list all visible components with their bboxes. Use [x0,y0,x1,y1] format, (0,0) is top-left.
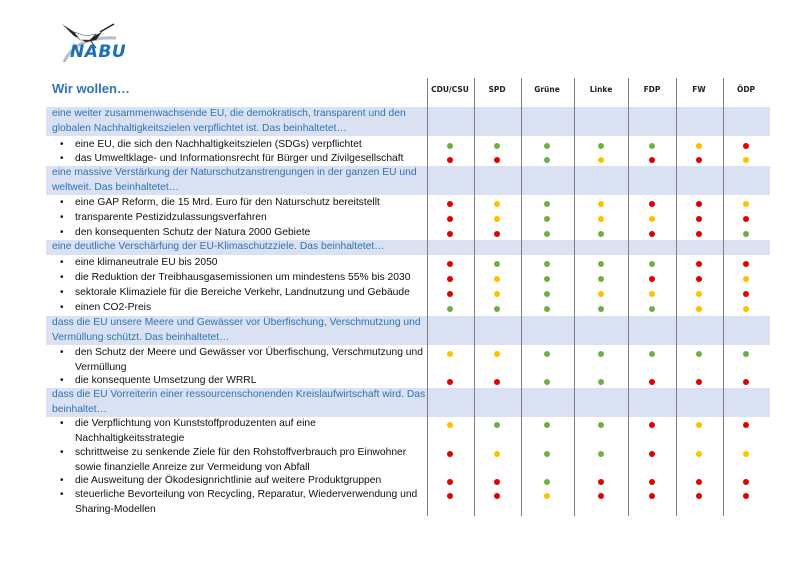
column-header: SPD [488,85,506,94]
bullet-icon: • [60,287,64,298]
rating-dot-green [544,216,550,222]
column-header: Linke [589,85,613,94]
rating-dot-yellow [494,351,500,357]
rating-dot-green [544,291,550,297]
rating-dot-red [743,143,749,149]
bullet-icon: • [60,302,64,313]
rating-dot-yellow [696,422,702,428]
rating-dot-yellow [743,306,749,312]
rating-dot-red [696,379,702,385]
rating-dot-yellow [696,451,702,457]
rating-dot-red [649,451,655,457]
rating-dot-red [649,201,655,207]
page-title: Wir wollen… [52,81,130,96]
rating-dot-green [544,422,550,428]
rating-dot-yellow [696,291,702,297]
rating-dot-red [649,157,655,163]
bullet-icon: • [60,347,64,358]
rating-dot-yellow [544,493,550,499]
rating-dot-red [494,493,500,499]
column-header: Grüne [534,85,560,94]
rating-dot-green [494,261,500,267]
column-divider [474,78,475,516]
rating-dot-red [743,479,749,485]
item-text: einen CO2-Preis [75,302,152,313]
rating-dot-red [447,479,453,485]
rating-dot-green [649,261,655,267]
rating-dot-yellow [649,216,655,222]
rating-dot-red [696,201,702,207]
rating-dot-yellow [447,351,453,357]
column-divider [676,78,677,516]
bullet-icon: • [60,212,64,223]
item-text: eine klimaneutrale EU bis 2050 [75,257,218,268]
rating-dot-yellow [696,143,702,149]
rating-dot-red [649,379,655,385]
rating-dot-red [743,422,749,428]
bullet-icon: • [60,272,64,283]
item-text: transparente Pestizidzulassungsverfahren [75,212,267,223]
rating-dot-red [696,261,702,267]
section-heading: eine deutliche Verschärfung der EU-Klimaschutzziele. Das beinhaltetet… [52,241,385,252]
rating-dot-red [447,261,453,267]
bullet-icon: • [60,139,64,150]
bullet-icon: • [60,197,64,208]
column-divider [427,78,428,516]
rating-dot-red [447,451,453,457]
rating-dot-yellow [598,216,604,222]
rating-dot-red [696,493,702,499]
rating-dot-green [649,306,655,312]
rating-dot-yellow [494,276,500,282]
rating-dot-red [494,157,500,163]
rating-dot-red [696,216,702,222]
bullet-icon: • [60,257,64,268]
bullet-icon: • [60,475,64,486]
rating-dot-green [447,143,453,149]
rating-dot-yellow [494,451,500,457]
rating-dot-red [696,157,702,163]
rating-dot-green [544,201,550,207]
item-text: die Verpflichtung von Kunststoffproduzenten auf eine Nachhaltigkeitsstrategie [75,418,316,444]
rating-dot-red [743,261,749,267]
rating-dot-red [649,422,655,428]
rating-dot-yellow [598,291,604,297]
rating-dot-yellow [743,451,749,457]
rating-dot-green [544,351,550,357]
column-divider [628,78,629,516]
rating-dot-green [598,451,604,457]
rating-dot-green [598,422,604,428]
rating-dot-yellow [743,157,749,163]
section-heading: eine massive Verstärkung der Naturschutzanstrengungen in der ganzen EU und weltweit. Das beinhaltetet… [52,167,417,193]
rating-dot-green [447,306,453,312]
bullet-icon: • [60,227,64,238]
logo-text: NABU [70,42,127,62]
bullet-icon: • [60,447,64,458]
rating-dot-red [447,157,453,163]
item-text: eine EU, die sich den Nachhaltigkeitszielen (SDGs) verpflichtet [75,139,362,150]
rating-dot-green [544,479,550,485]
section-heading: eine weiter zusammenwachsende EU, die demokratisch, transparent und den globalen Nachhaltigkeitszielen verpflichtet ist. Das beinhaltetet… [52,108,406,134]
item-text: schrittweise zu senkende Ziele für den Rohstoffverbrauch pro Einwohner sowie finanzielle Anreize zur Vermeidung von Abfall [75,447,407,473]
rating-dot-green [598,231,604,237]
section-heading: dass die EU Vorreiterin einer ressourcenschonenden Kreislaufwirtschaft wird. Das beinhaltet… [52,389,426,415]
column-header: FW [692,85,706,94]
rating-dot-green [544,306,550,312]
rating-dot-red [649,479,655,485]
rating-dot-red [447,291,453,297]
rating-dot-red [743,493,749,499]
rating-dot-red [447,379,453,385]
nabu-logo [56,18,126,66]
rating-dot-red [447,216,453,222]
rating-dot-red [447,493,453,499]
rating-dot-red [696,479,702,485]
rating-dot-yellow [598,157,604,163]
rating-dot-red [494,379,500,385]
rating-dot-red [696,231,702,237]
rating-dot-green [598,143,604,149]
bullet-icon: • [60,153,64,164]
item-text: sektorale Klimaziele für die Bereiche Verkehr, Landnutzung und Gebäude [75,287,410,298]
rating-dot-green [598,379,604,385]
rating-dot-red [743,379,749,385]
item-text: die Ausweitung der Ökodesignrichtlinie auf weitere Produktgruppen [75,475,382,486]
rating-dot-yellow [447,422,453,428]
rating-dot-yellow [494,201,500,207]
item-text: den konsequenten Schutz der Natura 2000 Gebiete [75,227,311,238]
rating-dot-red [598,479,604,485]
rating-dot-green [544,261,550,267]
rating-dot-red [447,201,453,207]
rating-dot-red [696,276,702,282]
rating-dot-red [447,276,453,282]
column-divider [521,78,522,516]
rating-dot-green [649,143,655,149]
rating-dot-red [494,479,500,485]
bullet-icon: • [60,375,64,386]
rating-dot-green [544,276,550,282]
rating-dot-green [696,351,702,357]
rating-dot-green [544,379,550,385]
rating-dot-green [743,231,749,237]
rating-dot-yellow [696,306,702,312]
rating-dot-yellow [649,291,655,297]
rating-dot-green [598,306,604,312]
rating-dot-red [494,231,500,237]
column-divider [574,78,575,516]
rating-dot-green [649,351,655,357]
rating-dot-red [447,231,453,237]
column-header: CDU/CSU [431,85,469,94]
rating-dot-red [743,216,749,222]
bullet-icon: • [60,489,64,500]
section-heading: dass die EU unsere Meere und Gewässer vor Überfischung, Verschmutzung und Vermüllung schützt. Das beinhaltetet… [52,317,421,343]
rating-dot-green [544,451,550,457]
rating-dot-green [494,143,500,149]
item-text: das Umweltklage- und Informationsrecht für Bürger und Zivilgesellschaft [75,153,404,164]
rating-dot-yellow [598,201,604,207]
column-header: ÖDP [736,85,756,94]
rating-dot-red [649,276,655,282]
item-text: die Reduktion der Treibhausgasemissionen um mindestens 55% bis 2030 [75,272,411,283]
rating-dot-red [649,231,655,237]
item-text: den Schutz der Meere und Gewässer vor Überfischung, Verschmutzung und Vermüllung [75,347,423,373]
rating-dot-green [494,422,500,428]
rating-dot-green [743,351,749,357]
rating-dot-yellow [494,291,500,297]
rating-dot-green [544,143,550,149]
item-text: steuerliche Bevorteilung von Recycling, Reparatur, Wiederverwendung und Sharing-Modellen [75,489,418,515]
item-text: eine GAP Reform, die 15 Mrd. Euro für den Naturschutz bereitstellt [75,197,380,208]
item-text: die konsequente Umsetzung der WRRL [75,375,257,386]
rating-dot-green [598,351,604,357]
rating-dot-green [494,306,500,312]
rating-dot-green [544,231,550,237]
rating-dot-red [598,493,604,499]
rating-dot-green [544,157,550,163]
rating-dot-yellow [743,201,749,207]
bullet-icon: • [60,418,64,429]
rating-dot-yellow [494,216,500,222]
column-divider [723,78,724,516]
rating-dot-yellow [743,276,749,282]
column-header: FDP [643,85,661,94]
rating-dot-red [743,291,749,297]
rating-dot-green [598,261,604,267]
rating-dot-green [598,276,604,282]
rating-dot-red [649,493,655,499]
